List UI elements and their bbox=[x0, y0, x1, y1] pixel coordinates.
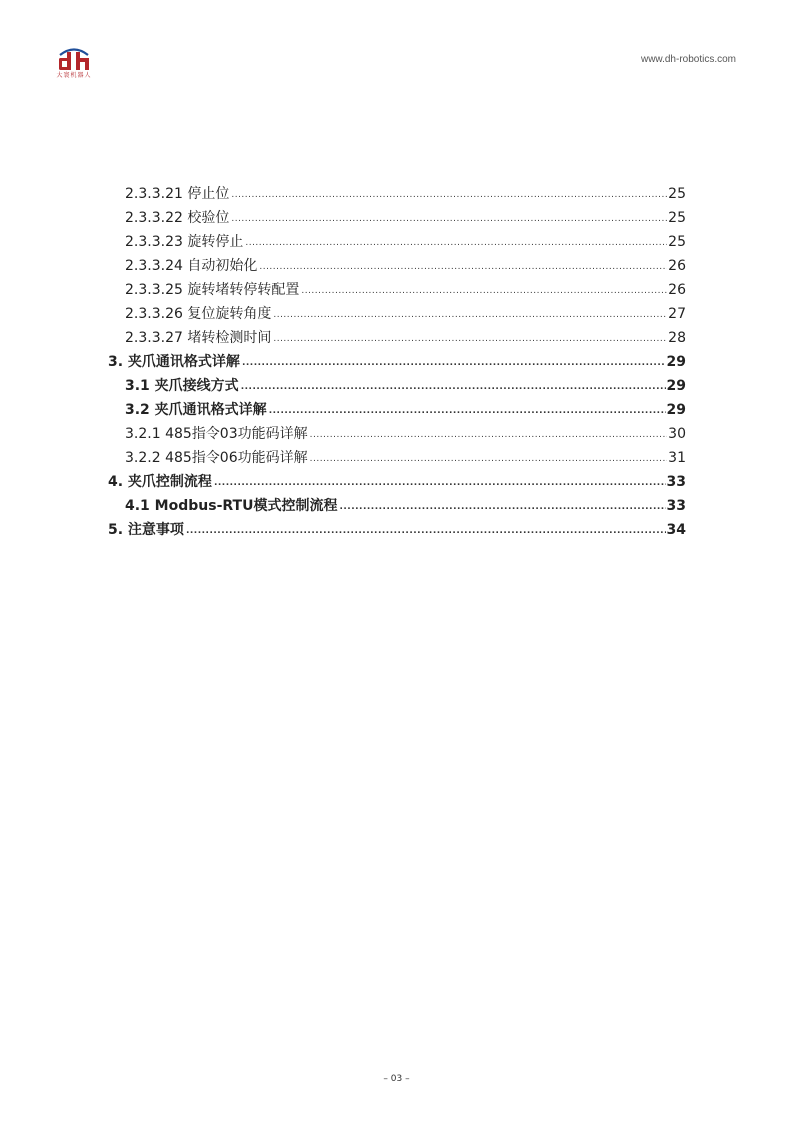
toc-entry-title: 3.2.2 485指令06功能码详解 bbox=[125, 450, 308, 466]
page-number: – 03 – bbox=[383, 1074, 410, 1084]
toc-dot-leader bbox=[242, 350, 666, 374]
toc-dot-leader bbox=[339, 494, 665, 518]
toc-entry-title: 2.3.3.26 复位旋转角度 bbox=[125, 306, 272, 322]
toc-entry[interactable] bbox=[108, 446, 686, 470]
toc-entry-title: 2.3.3.24 自动初始化 bbox=[125, 258, 258, 274]
toc-entry-page: 25 bbox=[668, 186, 686, 202]
toc-entry-title: 2.3.3.21 停止位 bbox=[125, 186, 230, 202]
toc-entry-page: 27 bbox=[668, 306, 686, 322]
toc-entry-page: 29 bbox=[666, 402, 686, 418]
toc-entry[interactable] bbox=[108, 374, 686, 398]
toc-entry[interactable] bbox=[108, 518, 686, 542]
toc-entry[interactable] bbox=[108, 206, 686, 230]
toc-entry[interactable] bbox=[108, 494, 686, 518]
toc-entry-title: 2.3.3.23 旋转停止 bbox=[125, 234, 244, 250]
toc-dot-leader bbox=[214, 470, 666, 494]
toc-entry-page: 26 bbox=[668, 258, 686, 274]
toc-entry-title: 3.1 夹爪接线方式 bbox=[125, 378, 239, 394]
toc-entry-page: 25 bbox=[668, 210, 686, 226]
toc-entry[interactable] bbox=[108, 278, 686, 302]
toc-entry-title: 3.2 夹爪通讯格式详解 bbox=[125, 402, 267, 418]
company-logo bbox=[54, 46, 94, 82]
toc-dot-leader bbox=[301, 278, 667, 302]
toc-entry-title: 2.3.3.27 堵转检测时间 bbox=[125, 330, 272, 346]
toc-entry-page: 33 bbox=[666, 474, 686, 490]
toc-entry-page: 28 bbox=[668, 330, 686, 346]
toc-dot-leader bbox=[241, 374, 666, 398]
toc-entry-page: 30 bbox=[668, 426, 686, 442]
toc-entry[interactable] bbox=[108, 422, 686, 446]
toc-dot-leader bbox=[310, 422, 668, 446]
toc-dot-leader bbox=[245, 230, 667, 254]
dh-logo-icon bbox=[54, 46, 94, 72]
toc-dot-leader bbox=[310, 446, 668, 470]
toc-entry-title: 2.3.3.22 校验位 bbox=[125, 210, 230, 226]
toc-entry-title: 2.3.3.25 旋转堵转停转配置 bbox=[125, 282, 300, 298]
logo-text: 大寰机器人 bbox=[56, 72, 92, 79]
toc-entry-page: 25 bbox=[668, 234, 686, 250]
toc-entry-page: 29 bbox=[666, 378, 686, 394]
table-of-contents bbox=[108, 182, 686, 542]
toc-entry[interactable] bbox=[108, 350, 686, 374]
toc-entry[interactable] bbox=[108, 302, 686, 326]
toc-entry-page: 31 bbox=[668, 450, 686, 466]
toc-dot-leader bbox=[273, 302, 667, 326]
toc-entry-title: 3.2.1 485指令03功能码详解 bbox=[125, 426, 308, 442]
toc-dot-leader bbox=[259, 254, 667, 278]
toc-dot-leader bbox=[273, 326, 667, 350]
toc-dot-leader bbox=[269, 398, 666, 422]
toc-entry[interactable] bbox=[108, 326, 686, 350]
toc-dot-leader bbox=[186, 518, 666, 542]
toc-entry[interactable] bbox=[108, 254, 686, 278]
toc-dot-leader bbox=[231, 206, 667, 230]
toc-entry-page: 26 bbox=[668, 282, 686, 298]
website-url[interactable]: www.dh-robotics.com bbox=[640, 54, 736, 65]
toc-entry-page: 34 bbox=[666, 522, 686, 538]
toc-entry[interactable] bbox=[108, 182, 686, 206]
toc-dot-leader bbox=[231, 182, 667, 206]
toc-entry-title: 5. 注意事项 bbox=[108, 522, 184, 538]
toc-entry[interactable] bbox=[108, 470, 686, 494]
toc-entry-title: 4. 夹爪控制流程 bbox=[108, 474, 212, 490]
toc-entry-title: 4.1 Modbus-RTU模式控制流程 bbox=[125, 498, 338, 514]
toc-entry-page: 33 bbox=[666, 498, 686, 514]
toc-entry[interactable] bbox=[108, 230, 686, 254]
toc-entry-title: 3. 夹爪通讯格式详解 bbox=[108, 354, 240, 370]
toc-entry[interactable] bbox=[108, 398, 686, 422]
toc-entry-page: 29 bbox=[666, 354, 686, 370]
